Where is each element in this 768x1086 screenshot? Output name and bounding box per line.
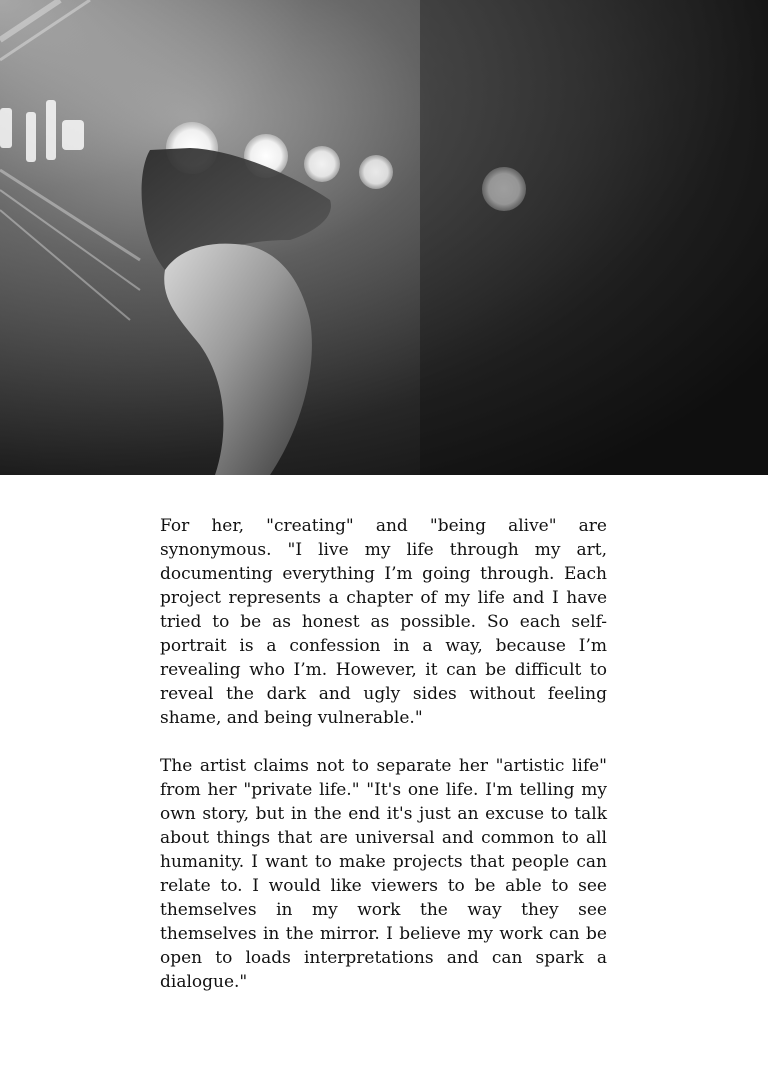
header-photo: [0, 0, 768, 475]
dark-vignette: [420, 0, 768, 475]
article-paragraph: The artist claims not to separate her "artistic life" from her "private life." "It's one life. I'm telling my own story, but in the end it's just an excuse to talk about things that are universal and common to all humanity. I want to make projects that people can relate to. I would like viewers to be able to see themselves in my work the way they see themselves in the mirror. I believe my work can be open to loads interpretations and can spark a dialogue.": [160, 756, 607, 992]
article-paragraph: For her, "creating" and "being alive" are synonymous. "I live my life through my art, documenting everything I’m going through. Each project represents a chapter of my life and I have tried to be as honest as possible. So each self-portrait is a confession in a way, because I’m revealing who I’m. However, it can be difficult to reveal the dark and ugly sides without feeling shame, and being vulnerable.": [160, 516, 607, 728]
article-body: [160, 514, 607, 1018]
